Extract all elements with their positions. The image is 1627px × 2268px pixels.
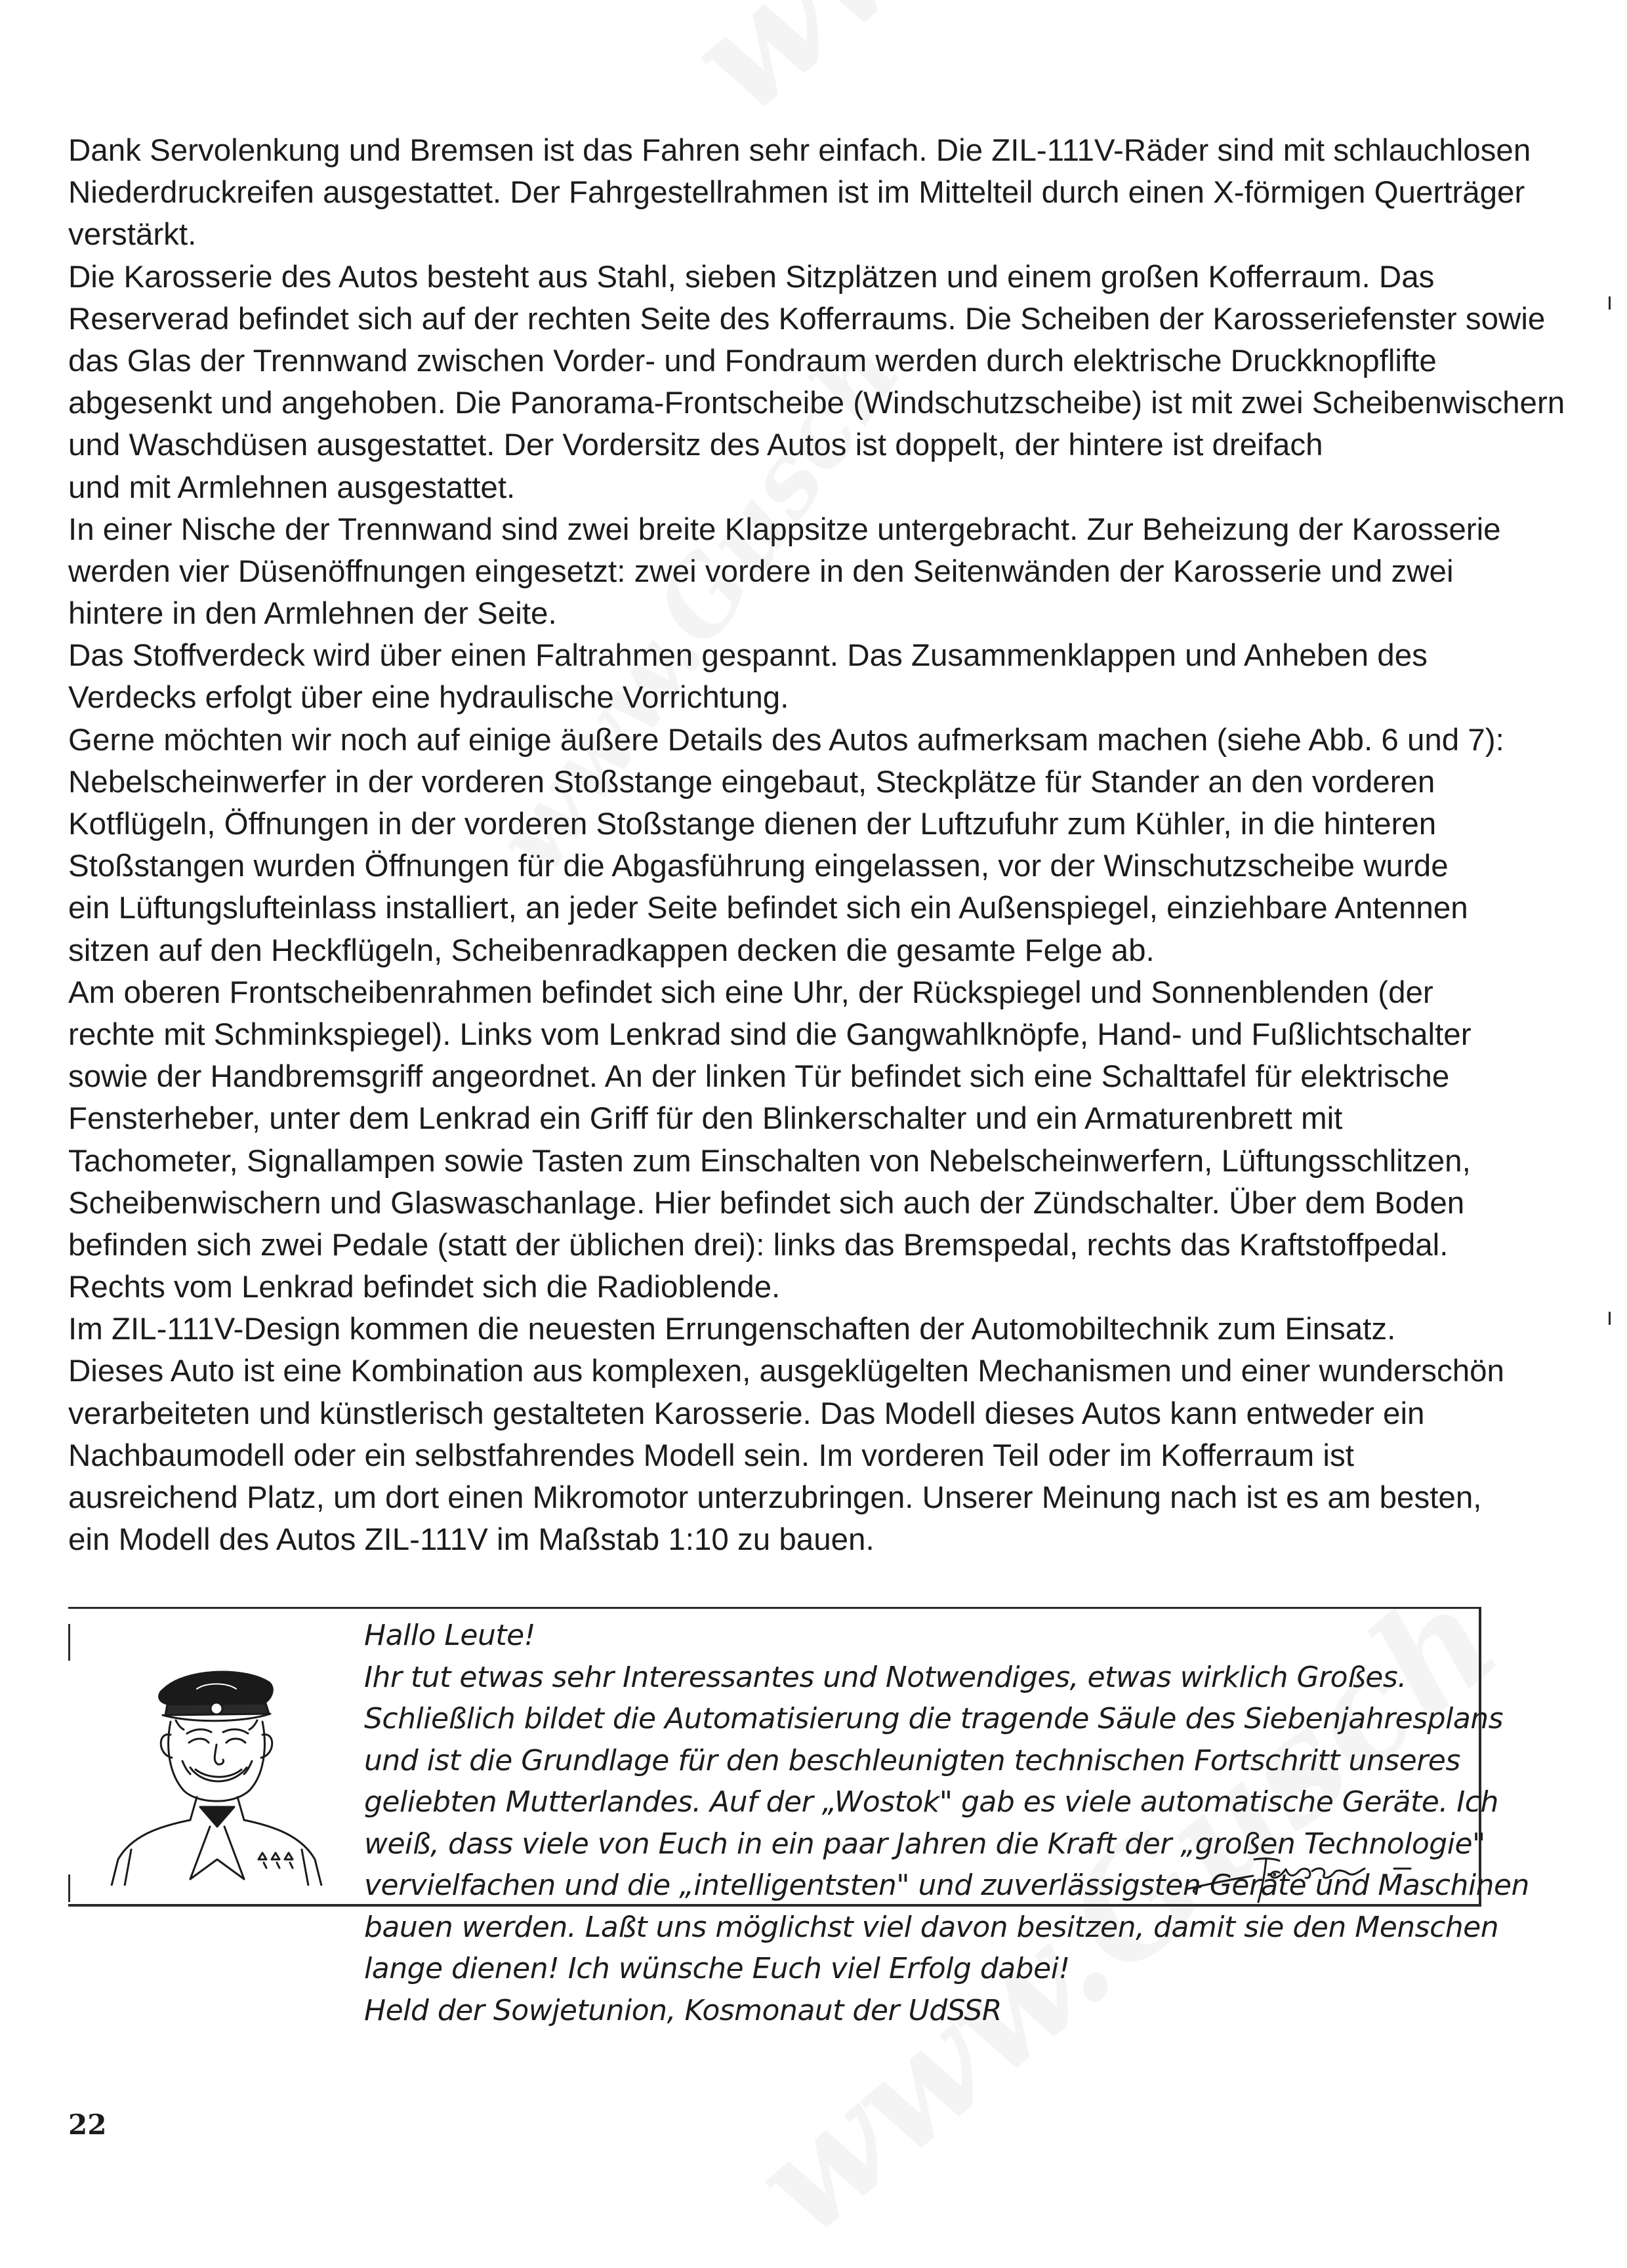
- body-line: das Glas der Trennwand zwischen Vorder- und Fondraum werden durch elektrische Druckknopflifte: [68, 343, 1437, 378]
- letter-line: lange dienen! Ich wünsche Euch viel Erfolg dabei!: [364, 1952, 1070, 1985]
- body-line: Kotflügeln, Öffnungen in der vorderen Stoßstange dienen der Luftzufuhr zum Kühler, in die hinteren: [68, 807, 1437, 841]
- box-left-mark: [68, 1624, 70, 1661]
- letter-line: und ist die Grundlage für den beschleunigten technischen Fortschritt unseres: [364, 1743, 1460, 1777]
- letter-line: Hallo Leute!: [364, 1619, 535, 1652]
- body-line: Nebelscheinwerfer in der vorderen Stoßstange eingebaut, Steckplätze für Stander an den vorderen: [68, 764, 1435, 800]
- body-line: ausreichend Platz, um dort einen Mikromotor unterzubringen. Unserer Meinung nach ist es am besten,: [68, 1480, 1482, 1515]
- body-line: und Waschdüsen ausgestattet. Der Vordersitz des Autos ist doppelt, der hintere ist dreifach: [68, 428, 1323, 463]
- body-line: ein Modell des Autos ZIL-111V im Maßstab 1:10 zu bauen.: [68, 1522, 875, 1558]
- letter-line: Ihr tut etwas sehr Interessantes und Notwendiges, etwas wirklich Großes.: [364, 1660, 1407, 1694]
- body-line: Das Stoffverdeck wird über einen Faltrahmen gespannt. Das Zusammenklappen und Anheben des: [68, 638, 1428, 674]
- letter-text: [364, 1615, 1529, 2031]
- letter-line: geliebten Mutterlandes. Auf der „Wostok" gab es viele automatische Geräte. Ich: [364, 1785, 1498, 1819]
- body-line: hintere in den Armlehnen der Seite.: [68, 596, 557, 632]
- body-line: Am oberen Frontscheibenrahmen befindet sich eine Uhr, der Rückspiegel und Sonnenblenden (der: [68, 975, 1433, 1010]
- body-line: Dieses Auto ist eine Kombination aus komplexen, ausgeklügelten Mechanismen und einer wunderschön: [68, 1354, 1504, 1389]
- letter-line: weiß, dass viele von Euch in ein paar Jahren die Kraft der „großen Technologie": [364, 1827, 1485, 1861]
- signature: [1181, 1840, 1430, 1905]
- body-line: sitzen auf den Heckflügeln, Scheibenradkappen decken die gesamte Felge ab.: [68, 933, 1155, 968]
- body-line: Die Karosserie des Autos besteht aus Stahl, sieben Sitzplätzen und einem großen Kofferraum. Das: [68, 259, 1435, 294]
- body-line: ein Lüftungslufteinlass installiert, an jeder Seite befindet sich ein Außenspiegel, einziehbare Antennen: [68, 891, 1468, 926]
- body-line: verarbeiteten und künstlerisch gestalteten Karosserie. Das Modell dieses Autos kann entweder ein: [68, 1396, 1425, 1431]
- body-line: Im ZIL-111V-Design kommen die neuesten Errungenschaften der Automobiltechnik zum Einsatz.: [68, 1312, 1396, 1347]
- body-line: Stoßstangen wurden Öffnungen für die Abgasführung eingelassen, vor der Winschutzscheibe wurde: [68, 849, 1449, 884]
- letter-line: Held der Sowjetunion, Kosmonaut der UdSSR: [364, 1993, 1002, 2027]
- page-number: 22: [68, 2109, 107, 2141]
- letter-line: Schließlich bildet die Automatisierung die tragende Säule des Siebenjahresplans: [364, 1702, 1504, 1735]
- body-line: befinden sich zwei Pedale (statt der üblichen drei): links das Bremspedal, rechts das Kraftstoffpedal.: [68, 1227, 1449, 1263]
- body-line: Verdecks erfolgt über eine hydraulische Vorrichtung.: [68, 680, 789, 716]
- body-line: Gerne möchten wir noch auf einige äußere Details des Autos aufmerksam machen (siehe Abb. 6 und 7):: [68, 722, 1504, 758]
- margin-mark: [1609, 1312, 1611, 1325]
- body-line: Tachometer, Signallampen sowie Tasten zum Einschalten von Nebelscheinwerfern, Lüftungsschlitzen,: [68, 1143, 1471, 1179]
- body-line: In einer Nische der Trennwand sind zwei breite Klappsitze untergebracht. Zur Beheizung der Karosserie: [68, 512, 1501, 547]
- cosmonaut-portrait: [92, 1663, 348, 1886]
- body-line: und mit Armlehnen ausgestattet.: [68, 470, 516, 505]
- body-line: verstärkt.: [68, 217, 197, 253]
- letter-line: bauen werden. Laßt uns möglichst viel davon besitzen, damit sie den Menschen: [364, 1910, 1499, 1944]
- body-line: abgesenkt und angehoben. Die Panorama-Frontscheibe (Windschutzscheibe) ist mit zwei Scheibenwischern: [68, 386, 1565, 421]
- box-left-mark: [68, 1874, 70, 1902]
- body-line: Nachbaumodell oder ein selbstfahrendes Modell sein. Im vorderen Teil oder im Kofferraum ist: [68, 1438, 1354, 1473]
- body-line: sowie der Handbremsgriff angeordnet. An der linken Tür befindet sich eine Schalttafel für elektrische: [68, 1059, 1450, 1095]
- body-line: Niederdruckreifen ausgestattet. Der Fahrgestellrahmen ist im Mittelteil durch einen X-förmigen Querträger: [68, 175, 1525, 211]
- body-line: Fensterheber, unter dem Lenkrad ein Griff für den Blinkerschalter und ein Armaturenbrett mit: [68, 1101, 1343, 1137]
- body-line: rechte mit Schminkspiegel). Links vom Lenkrad sind die Gangwahlknöpfe, Hand- und Fußlichtschalter: [68, 1017, 1472, 1052]
- body-line: werden vier Düsenöffnungen eingesetzt: zwei vordere in den Seitenwänden der Karosserie und zwei: [68, 554, 1454, 589]
- body-text: [68, 130, 1597, 1561]
- margin-mark: [1609, 296, 1611, 310]
- body-line: Scheibenwischern und Glaswaschanlage. Hier befindet sich auch der Zündschalter. Über dem Boden: [68, 1185, 1465, 1221]
- letter-line: vervielfachen und die „intelligentsten" und zuverlässigsten Geräte und Maschinen: [364, 1869, 1529, 1902]
- body-line: Rechts vom Lenkrad befindet sich die Radioblende.: [68, 1270, 781, 1305]
- body-line: Reserverad befindet sich auf der rechten Seite des Kofferraums. Die Scheiben der Karosseriefenster sowie: [68, 301, 1546, 336]
- body-line: Dank Servolenkung und Bremsen ist das Fahren sehr einfach. Die ZIL-111V-Räder sind mit schlauchlosen: [68, 133, 1531, 168]
- watermark: [656, 0, 1499, 149]
